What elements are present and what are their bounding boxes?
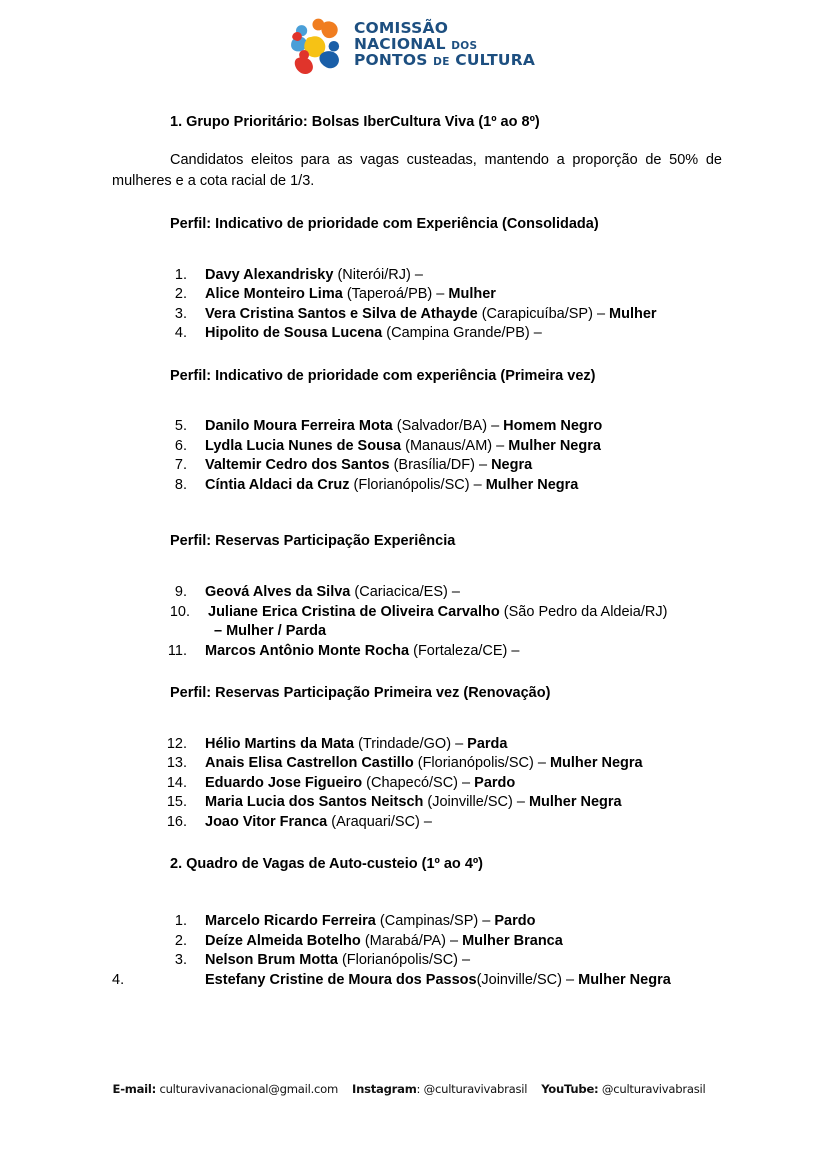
- item-number: 6.: [174, 437, 187, 454]
- logo-line-3-main2: CULTURA: [455, 50, 536, 69]
- item-attribute: Mulher Negra: [508, 437, 601, 454]
- footer-instagram: [352, 1082, 527, 1096]
- perfil-heading-reservas-primeira-vez: Perfil: Reservas Participação Primeira vez (Renovação): [170, 685, 551, 702]
- item-name: Lydla Lucia Nunes de Sousa: [205, 437, 402, 454]
- item-dash: –: [414, 266, 423, 283]
- item-number: 10.: [169, 603, 190, 620]
- item-location: (Trindade/GO): [358, 735, 452, 752]
- item-attribute: Mulher Branca: [462, 932, 563, 949]
- item-number: 12.: [166, 735, 187, 752]
- perfil-heading-consolidada: Perfil: Indicativo de prioridade com Experiência (Consolidada): [170, 215, 599, 232]
- perfil-heading-reservas-experiencia: Perfil: Reservas Participação Experiência: [170, 533, 456, 550]
- list-item: [112, 971, 722, 991]
- list-item: [112, 476, 722, 496]
- pontos-de-cultura-logo-icon: [283, 14, 345, 76]
- item-number: 16.: [166, 813, 187, 830]
- footer-instagram-value[interactable]: @culturavivabrasil: [423, 1082, 528, 1096]
- item-number: 15.: [166, 794, 187, 811]
- item-name: Geová Alves da Silva: [205, 584, 351, 601]
- item-number: 9.: [174, 584, 187, 601]
- item-dash: –: [566, 971, 575, 988]
- item-number: 11.: [167, 642, 187, 659]
- item-number: 2.: [174, 286, 187, 303]
- list-item: [112, 285, 722, 305]
- item-attribute: Mulher Negra: [528, 794, 622, 811]
- item-name: Anais Elisa Castrellon Castillo: [205, 755, 414, 772]
- list-item: [112, 305, 722, 325]
- footer-email: [113, 1082, 338, 1096]
- item-location: (Campinas/SP): [379, 913, 479, 930]
- item-name: Joao Vitor Franca: [205, 813, 328, 830]
- item-name: Maria Lucia dos Santos Neitsch: [205, 794, 424, 811]
- item-dash: –: [436, 286, 445, 303]
- item-dash: –: [516, 794, 525, 811]
- item-number: 4.: [112, 971, 125, 988]
- item-attribute-continuation: – Mulher / Parda: [214, 623, 327, 640]
- item-name: Valtemir Cedro dos Santos: [205, 457, 390, 474]
- item-attribute: Mulher: [609, 305, 657, 322]
- section-2-title: 2. Quadro de Vagas de Auto-custeio (1º ao 4º): [170, 856, 484, 873]
- item-location: (Salvador/BA): [396, 418, 488, 435]
- list-item: [112, 754, 722, 774]
- item-number: 1.: [174, 913, 187, 930]
- item-dash: –: [537, 755, 546, 772]
- item-dash: –: [482, 913, 491, 930]
- list-item: [112, 417, 722, 437]
- item-attribute: Negra: [491, 457, 533, 474]
- item-dash: –: [533, 325, 542, 342]
- item-attribute: Parda: [467, 735, 508, 752]
- item-dash: –: [473, 476, 482, 493]
- item-name: Nelson Brum Motta: [205, 952, 338, 969]
- footer-email-label: E-mail:: [112, 1082, 157, 1096]
- item-location: (Joinville/SC): [427, 794, 513, 811]
- item-name: Alice Monteiro Lima: [205, 286, 343, 303]
- item-location: (Manaus/AM): [405, 437, 493, 454]
- item-name: Danilo Moura Ferreira Mota: [205, 418, 393, 435]
- item-number: 3.: [174, 952, 187, 969]
- item-location: (Florianópolis/SC): [353, 476, 470, 493]
- section-1-title: 1. Grupo Prioritário: Bolsas IberCultura Viva (1º ao 8º): [170, 114, 540, 130]
- item-location: (Joinville/SC): [476, 971, 562, 988]
- item-name: Marcelo Ricardo Ferreira: [205, 913, 376, 930]
- item-name: Davy Alexandrisky: [205, 266, 334, 283]
- item-dash: –: [478, 457, 488, 474]
- item-attribute: Pardo: [474, 774, 516, 791]
- item-attribute: Mulher Negra: [578, 971, 671, 988]
- organization-logo: [283, 14, 535, 76]
- list-item: [112, 932, 722, 952]
- list-auto-custeio: [112, 912, 722, 990]
- item-number: 7.: [174, 457, 187, 474]
- item-attribute: Homem Negro: [503, 418, 603, 435]
- item-number: 2.: [174, 932, 187, 949]
- item-dash: –: [451, 584, 460, 601]
- item-number: 4.: [174, 325, 187, 342]
- document-body: [112, 112, 722, 990]
- item-location: (Taperoá/PB): [346, 286, 433, 303]
- list-item: [112, 735, 722, 755]
- item-dash: –: [596, 305, 606, 322]
- item-attribute: Mulher Negra: [485, 476, 579, 493]
- item-dash: –: [491, 418, 500, 435]
- item-location: (Carapicuíba/SP): [481, 305, 593, 322]
- item-name: Hélio Martins da Mata: [205, 735, 355, 752]
- item-location: (Fortaleza/CE): [413, 642, 508, 659]
- list-item: [112, 437, 722, 457]
- logo-wordmark: [354, 21, 535, 69]
- item-number: 8.: [174, 476, 187, 493]
- footer-youtube-value[interactable]: @culturavivabrasil: [601, 1082, 706, 1096]
- item-attribute: Mulher: [448, 286, 496, 303]
- item-location: (Araquari/SC): [331, 813, 420, 830]
- item-dash: –: [462, 952, 471, 969]
- perfil-heading-primeira-vez: Perfil: Indicativo de prioridade com experiência (Primeira vez): [170, 367, 596, 384]
- item-dash: –: [511, 642, 520, 659]
- item-location: (Florianópolis/SC): [341, 952, 458, 969]
- item-name: Cíntia Aldaci da Cruz: [205, 476, 350, 493]
- item-name: Estefany Cristine de Moura dos Passos: [205, 971, 477, 988]
- item-location: (São Pedro da Aldeia/RJ): [503, 603, 668, 620]
- logo-line-2-main: NACIONAL: [353, 35, 446, 54]
- item-number: 14.: [166, 774, 187, 791]
- list-item: [112, 642, 722, 662]
- list-item: [112, 583, 722, 603]
- item-location: (Marabá/PA): [364, 932, 446, 949]
- list-reservas-experiencia: [112, 583, 722, 661]
- item-name: Vera Cristina Santos e Silva de Athayde: [205, 305, 478, 322]
- item-location: (Florianópolis/SC): [417, 755, 534, 772]
- list-item: [112, 793, 722, 813]
- item-dash: –: [423, 813, 432, 830]
- logo-line-3-main1: PONTOS: [353, 50, 428, 69]
- list-item: [112, 324, 722, 344]
- item-number: 1.: [174, 266, 187, 283]
- section-1-intro: Candidatos eleitos para as vagas custeadas, mantendo a proporção de 50% de mulheres e a cota racial de 1/3.: [112, 151, 722, 189]
- item-location: (Brasília/DF): [393, 457, 475, 474]
- item-dash: –: [449, 932, 459, 949]
- list-consolidada: [112, 266, 722, 344]
- footer-instagram-separator: :: [416, 1082, 421, 1096]
- list-item: [112, 603, 722, 642]
- item-location: (Niterói/RJ): [337, 266, 411, 283]
- list-item: [112, 951, 722, 971]
- list-item: [112, 266, 722, 286]
- footer-youtube: [541, 1082, 705, 1096]
- list-item: [112, 774, 722, 794]
- item-name: Juliane Erica Cristina de Oliveira Carvalho: [208, 603, 500, 620]
- document-header: [0, 0, 818, 76]
- item-name: Eduardo Jose Figueiro: [205, 774, 363, 791]
- item-name: Deíze Almeida Botelho: [205, 932, 361, 949]
- list-primeira-vez: [112, 417, 722, 495]
- logo-line-3-small: DE: [433, 55, 450, 68]
- footer-email-value[interactable]: culturavivanacional@gmail.com: [159, 1082, 339, 1096]
- item-justified-line: [112, 971, 722, 991]
- item-attribute: Mulher Negra: [549, 755, 643, 772]
- document-footer: [0, 1082, 818, 1096]
- footer-youtube-label: YouTube:: [541, 1082, 599, 1096]
- item-dash: –: [496, 437, 505, 454]
- item-number: 13.: [166, 755, 187, 772]
- list-item: [112, 912, 722, 932]
- item-number: 5.: [174, 418, 187, 435]
- item-location: (Campina Grande/PB): [386, 325, 530, 342]
- item-name: Hipolito de Sousa Lucena: [205, 325, 383, 342]
- footer-instagram-label: Instagram: [352, 1082, 417, 1096]
- logo-line-3: [353, 50, 536, 69]
- item-dash: –: [455, 735, 464, 752]
- item-dash: –: [462, 774, 471, 791]
- item-number: 3.: [174, 305, 187, 322]
- item-location: (Cariacica/ES): [354, 584, 448, 601]
- item-name: Marcos Antônio Monte Rocha: [205, 642, 410, 659]
- list-item: [112, 456, 722, 476]
- item-attribute: Pardo: [494, 913, 536, 930]
- logo-line-1: COMISSÃO: [353, 19, 449, 38]
- list-item: [112, 813, 722, 833]
- item-location: (Chapecó/SC): [366, 774, 459, 791]
- logo-line-2-small: DOS: [451, 40, 478, 53]
- list-reservas-primeira-vez: [112, 735, 722, 833]
